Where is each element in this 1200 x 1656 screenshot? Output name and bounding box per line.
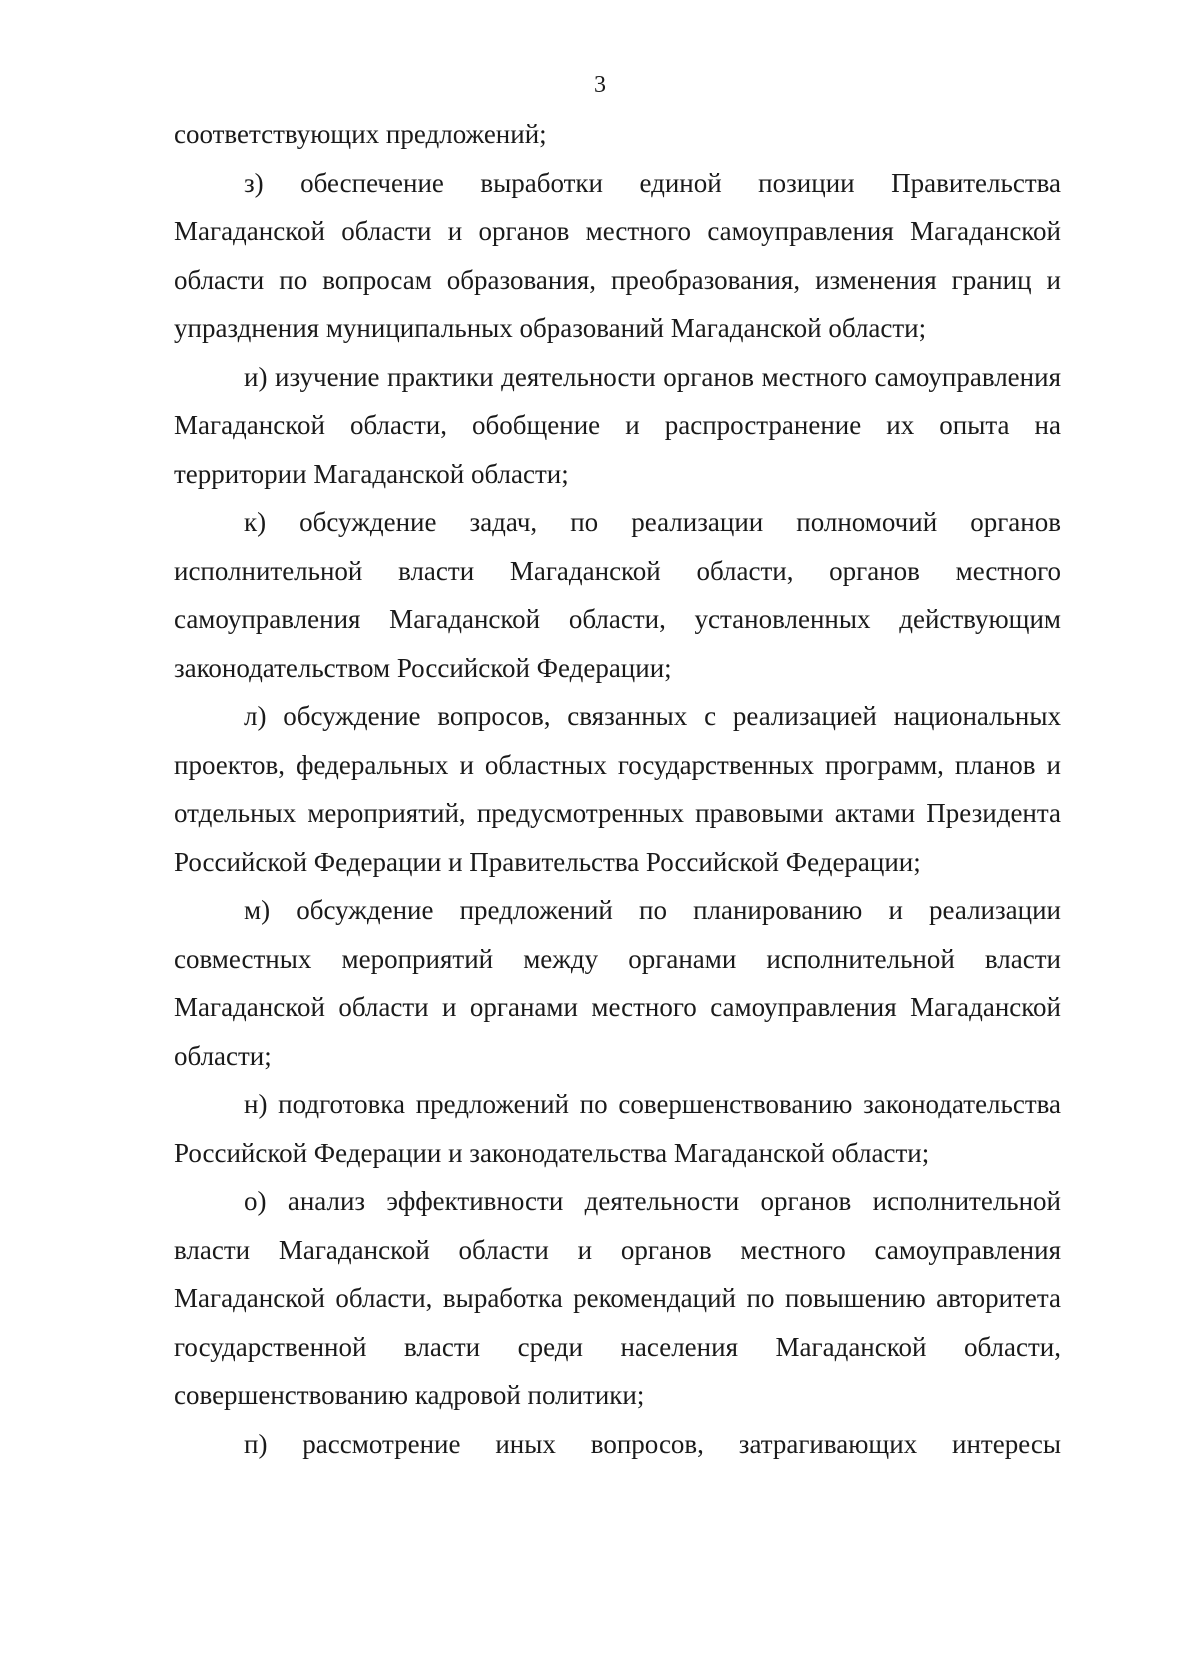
paragraph-item-z: з) обеспечение выработки единой позиции Правительства Магаданской области и органов местного самоуправления Магаданской области по вопросам образования, преобразования, изменения границ и упразднения муниципальных образований Магаданской области; [174, 167, 1061, 343]
document-body [174, 110, 1061, 1468]
paragraph-item-n: н) подготовка предложений по совершенствованию законодательства Российской Федерации и законодательства Магаданской области; [174, 1089, 1061, 1168]
page-number: 3 [594, 72, 606, 98]
paragraph-item-p: п) рассмотрение иных вопросов, затрагивающих интересы [244, 1428, 1061, 1459]
paragraph-item-k: к) обсуждение задач, по реализации полномочий органов исполнительной власти Магаданской области, органов местного самоуправления Магаданской области, установленных действующим законодательством Российской Федерации; [174, 507, 1061, 683]
paragraph-item-l: л) обсуждение вопросов, связанных с реализацией национальных проектов, федеральных и областных государственных программ, планов и отдельных мероприятий, предусмотренных правовыми актами Президента Российской Федерации и Правительства Российской Федерации; [174, 701, 1061, 877]
paragraph-continuation: соответствующих предложений; [174, 119, 547, 149]
paragraph-item-i: и) изучение практики деятельности органов местного самоуправления Магаданской области, обобщение и распространение их опыта на территории Магаданской области; [174, 361, 1061, 489]
paragraph-item-m: м) обсуждение предложений по планированию и реализации совместных мероприятий между органами исполнительной власти Магаданской области и органами местного самоуправления Магаданской области; [174, 895, 1061, 1071]
paragraph-item-o: о) анализ эффективности деятельности органов исполнительной власти Магаданской области и органов местного самоуправления Магаданской области, выработка рекомендаций по повышению авторитета государственной власти среди населения Магаданской области, совершенствованию кадровой политики; [174, 1186, 1061, 1410]
